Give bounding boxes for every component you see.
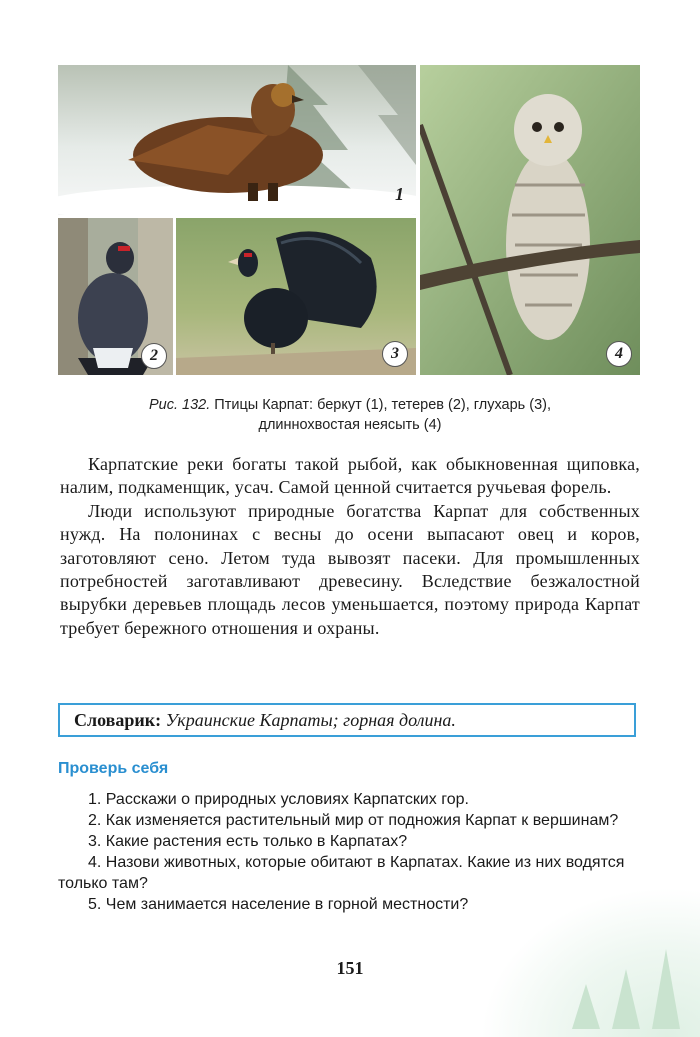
photo-capercaillie xyxy=(176,218,416,375)
body-text xyxy=(60,453,640,640)
question-item: 1. Расскажи о природных условиях Карпатских гор. xyxy=(88,791,469,808)
tree-silhouette xyxy=(572,984,600,1029)
question-item: 4. Назови животных, которые обитают в Карпатах. Какие из них водятся только там? xyxy=(58,854,625,892)
page-number: 151 xyxy=(336,958,364,978)
vocabulary-term: Словарик: xyxy=(74,710,162,730)
vocabulary-box xyxy=(58,703,636,737)
paragraph: Люди используют природные богатства Карпат для собственных нужд. На полонинах с весны до осени выпасают овец и коров, заготовляют сено. Летом туда вывозят пасеки. Для промышленных потребностей заготавливают древесину. Вследствие безжалостной вырубки деревьев площадь лесов уменьшается, поэтому природа Карпат требует бережного отношения и охраны. xyxy=(60,500,640,638)
photo-number: 2 xyxy=(141,343,167,369)
question-item: 5. Чем занимается население в горной местности? xyxy=(88,896,469,913)
photo-ural-owl xyxy=(420,65,640,375)
photo-golden-eagle xyxy=(58,65,416,215)
photo-number: 1 xyxy=(395,184,404,204)
questions-list xyxy=(58,789,642,915)
caption-line-2: длиннохвостая неясыть (4) xyxy=(258,417,442,433)
question-item: 2. Как изменяется растительный мир от подножия Карпат к вершинам? xyxy=(88,812,619,829)
photo-black-grouse xyxy=(58,218,173,375)
figure-label: Рис. 132. xyxy=(148,397,211,413)
paragraph: Карпатские реки богаты такой рыбой, как обыкновенная щиповка, налим, подкаменщик, усач. Самой ценной считается ручьевая форель. xyxy=(60,454,640,498)
figure-caption xyxy=(90,395,610,435)
section-title: Проверь себя xyxy=(58,760,169,777)
photo-number: 3 xyxy=(382,341,408,367)
photo-number: 4 xyxy=(606,341,632,367)
question-item: 3. Какие растения есть только в Карпатах? xyxy=(88,833,408,850)
caption-line-1: Птицы Карпат: беркут (1), тетерев (2), глухарь (3), xyxy=(210,397,552,413)
vocabulary-words: Украинские Карпаты; горная долина. xyxy=(161,710,456,730)
